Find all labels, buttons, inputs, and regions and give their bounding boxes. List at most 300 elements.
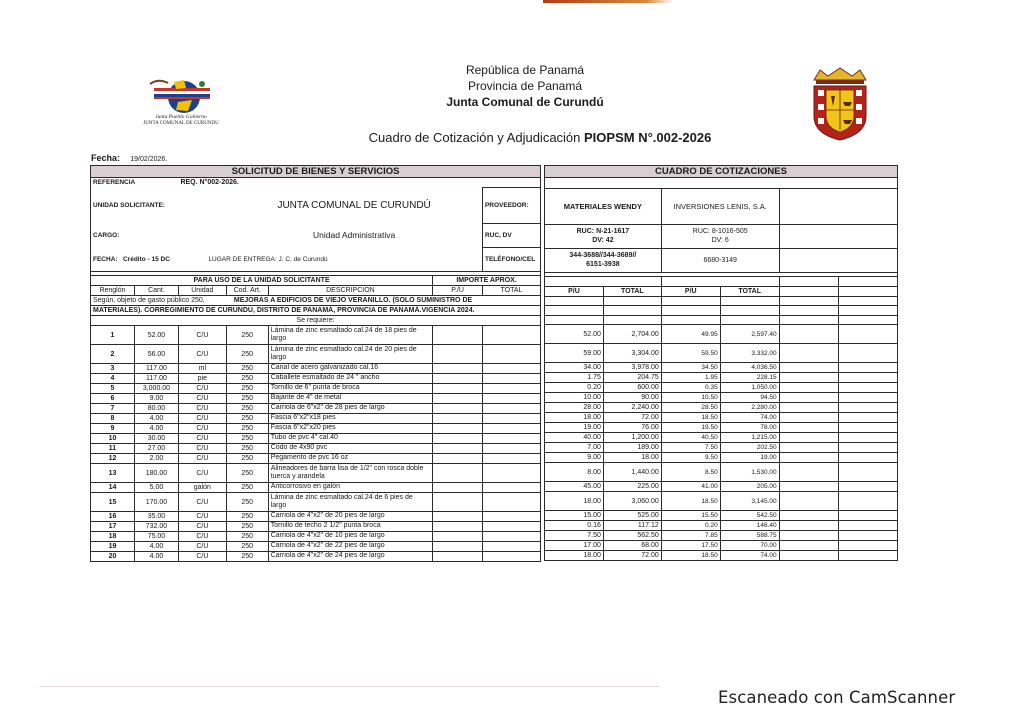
item-importe-pu [433,404,483,414]
col-cod-art: Cod. Art. [226,286,268,296]
item-unidad: C/U [178,542,226,552]
scan-edge-bottom [40,686,660,687]
col-pu-2: P/U [661,286,720,296]
proveedor-3-total [839,423,898,433]
item-unidad: C/U [178,424,226,434]
item-descripcion: Canal de acero galvanizado cal.16 [268,364,432,374]
cotizacion-row [545,383,898,393]
wendy-pu: 18.00 [545,413,604,423]
item-descripcion: Caballete esmaltado de 24 " ancho [268,374,432,384]
proveedor-2-ruc-value: RUC: 8-1016-505 [692,228,748,235]
cotizacion-row [545,453,898,463]
unidad-solicitante-label: UNIDAD SOLICITANTE: [93,202,166,209]
wendy-total: 225.00 [603,482,661,492]
col-pu-1: P/U [545,286,604,296]
item-renglon: 18 [91,532,135,542]
fecha-credito-label: FECHA: [93,255,118,263]
cotizacion-row [545,423,898,433]
proveedor-3-pu [779,325,839,344]
lenis-total: 94.50 [720,393,779,403]
item-row [91,374,541,384]
item-unidad: C/U [178,512,226,522]
item-row [91,404,541,414]
item-importe-total [482,552,540,562]
camscanner-watermark: Escaneado con CamScanner [718,688,956,707]
item-cantidad: 4.00 [134,542,178,552]
lenis-pu: 10.50 [661,393,720,403]
item-descripcion: Fascia 6"x2"x20 pies [268,424,432,434]
lenis-pu: 49.95 [661,325,720,344]
item-cod-art: 250 [226,552,268,562]
item-row [91,483,541,493]
item-row [91,552,541,562]
item-renglon: 16 [91,512,135,522]
item-descripcion: Carriola de 4"x2" de 24 pies de largo [268,552,432,562]
proveedor-3-total [839,463,898,482]
lenis-pu: 0.35 [661,383,720,393]
item-unidad: C/U [178,454,226,464]
proveedor-3-total [839,393,898,403]
lenis-total: 205.00 [720,482,779,492]
item-row [91,434,541,444]
item-importe-pu [433,384,483,394]
wendy-pu: 17.00 [545,541,604,551]
lenis-total: 228.15 [720,373,779,383]
objeto-gasto-line2: MATERIALES). CORREGIMIENTO DE CURUNDÚ, DISTRITO DE PANAMÁ, PROVINCIA DE PANAMÁ.VIGENCIA 2024. [91,306,541,316]
item-importe-pu [433,444,483,454]
wendy-pu: 18.00 [545,492,604,511]
wendy-pu: 40.00 [545,433,604,443]
fecha-credito [91,248,179,272]
proveedor-3-ruc [779,225,897,249]
item-unidad: C/U [178,552,226,562]
item-row [91,522,541,532]
item-row [91,532,541,542]
lenis-pu: 1.95 [661,373,720,383]
solicitud-section-title: SOLICITUD DE BIENES Y SERVICIOS [91,166,541,178]
item-row [91,454,541,464]
proveedor-1-ruc [545,225,662,249]
wendy-total: 1,440.00 [603,463,661,482]
lenis-pu: 0.20 [661,521,720,531]
item-importe-pu [433,364,483,374]
proveedor-2-ruc [661,225,779,249]
item-descripcion: Fascia 6"x2"x18 pies [268,414,432,424]
junta-logo [140,78,222,140]
item-importe-total [482,493,540,512]
wendy-total: 204.75 [603,373,661,383]
lenis-pu: 19.50 [661,423,720,433]
lugar-entrega: LUGAR DE ENTREGA: J. C. de Curundú [208,255,328,263]
item-importe-pu [433,493,483,512]
lenis-total: 3,332.00 [720,344,779,363]
col-pu-3 [779,286,839,296]
cotizacion-row [545,521,898,531]
proveedor-3-pu [779,551,839,561]
item-cod-art: 250 [226,364,268,374]
item-unidad: ml [178,364,226,374]
proveedor-3-pu [779,541,839,551]
item-descripcion: Lámina de zinc esmaltado cal.24 de 20 pies de largo [268,345,432,364]
proveedor-3-total [839,531,898,541]
item-importe-pu [433,414,483,424]
cotizaciones-table [544,165,898,561]
proveedor-3-total [839,325,898,344]
title-prefix: Cuadro de Cotización y Adjudicación [368,130,585,145]
item-descripcion: Tubo de pvc 4" cal.40 [268,434,432,444]
wendy-total: 72.00 [603,413,661,423]
proveedor-3-total [839,453,898,463]
item-unidad: C/U [178,404,226,414]
cotizacion-row [545,403,898,413]
lenis-pu: 7.50 [661,443,720,453]
wendy-total: 562.50 [603,531,661,541]
wendy-pu: 8.00 [545,463,604,482]
item-cantidad: 30.00 [134,434,178,444]
lenis-total: 542.50 [720,511,779,521]
lenis-total: 2,597.40 [720,325,779,344]
proveedor-3-total [839,373,898,383]
lenis-total: 2,280.00 [720,403,779,413]
item-row [91,424,541,434]
item-cod-art: 250 [226,512,268,522]
col-pu: P./U [433,286,483,296]
item-importe-pu [433,394,483,404]
item-cantidad: 52.00 [134,326,178,345]
lenis-total: 1,215.00 [720,433,779,443]
item-cod-art: 250 [226,404,268,414]
proveedor-3-pu [779,383,839,393]
title-code: PIOPSM N°.002-2026 [584,130,712,145]
objeto-gasto-title: MEJORAS A EDIFICIOS DE VIEJO VERANILLO. (SOLO SUMINISTRO DE [233,297,473,304]
cotizaciones-section-title: CUADRO DE COTIZACIONES [545,166,898,178]
item-importe-total [482,532,540,542]
item-descripcion: Carriola de 4"x2" de 22 pies de largo [268,542,432,552]
proveedor-3-name [779,189,897,225]
proveedor-3-total [839,363,898,373]
col-cant: Cant. [134,286,178,296]
lenis-pu: 18.50 [661,492,720,511]
proveedor-1-name: MATERIALES WENDY [545,189,662,225]
item-importe-total [482,404,540,414]
item-unidad: C/U [178,326,226,345]
item-cantidad: 4.00 [134,552,178,562]
lenis-pu: 17.50 [661,541,720,551]
cotizacion-row [545,511,898,521]
item-importe-total [482,512,540,522]
coat-of-arms-icon [806,66,874,142]
cotizacion-row [545,433,898,443]
wendy-total: 90.00 [603,393,661,403]
wendy-pu: 59.00 [545,344,604,363]
lenis-total: 70.00 [720,541,779,551]
item-cod-art: 250 [226,384,268,394]
cotizacion-row [545,363,898,373]
wendy-pu: 45.00 [545,482,604,492]
item-descripcion: Lámina de zinc esmaltado cal.24 de 18 pies de largo [268,326,432,345]
lenis-total: 3,145.00 [720,492,779,511]
col-total-1: TOTAL [603,286,661,296]
wendy-pu: 7.50 [545,531,604,541]
objeto-gasto-label: Según, objeto de gasto público 250, [93,297,205,304]
proveedor-3-total [839,482,898,492]
item-importe-pu [433,532,483,542]
proveedor-2-telefono: 6680-3149 [661,249,779,273]
header-provincia: Provincia de Panamá [467,79,583,93]
item-unidad: pie [178,374,226,384]
item-importe-pu [433,434,483,444]
wendy-total: 525.00 [603,511,661,521]
lenis-total: 588.75 [720,531,779,541]
item-descripcion: Carriola de 4"x2" de 20 pies de largo [268,512,432,522]
item-cod-art: 250 [226,345,268,364]
lenis-pu: 7.85 [661,531,720,541]
item-descripcion: Codo de 4x90 pvc [268,444,432,454]
wendy-total: 3,978.00 [603,363,661,373]
proveedor-3-total [839,413,898,423]
item-importe-pu [433,424,483,434]
item-row [91,542,541,552]
item-importe-total [482,483,540,493]
solicitud-table [90,165,541,562]
lenis-total: 78.00 [720,423,779,433]
item-cod-art: 250 [226,542,268,552]
item-importe-total [482,542,540,552]
col-renglon: Renglón [91,286,135,296]
item-cantidad: 80.00 [134,404,178,414]
lenis-pu: 41.00 [661,482,720,492]
wendy-pu: 10.00 [545,393,604,403]
item-cantidad: 2.00 [134,454,178,464]
item-importe-total [482,374,540,384]
wendy-pu: 9.00 [545,453,604,463]
item-importe-pu [433,522,483,532]
fecha-value: 19/02/2026. [130,156,168,163]
lenis-total: 146.40 [720,521,779,531]
cotizacion-column-headers [545,286,898,296]
importe-aprox-label: IMPORTE APROX. [433,276,541,286]
cotizacion-row [545,531,898,541]
item-cantidad: 732.00 [134,522,178,532]
lenis-pu: 40.50 [661,433,720,443]
proveedor-3-pu [779,344,839,363]
item-row [91,512,541,522]
lenis-total: 4,036.50 [720,363,779,373]
item-importe-total [482,464,540,483]
lenis-total: 19.00 [720,453,779,463]
item-cod-art: 250 [226,424,268,434]
item-cod-art: 250 [226,326,268,345]
item-cod-art: 250 [226,454,268,464]
document-header [380,62,670,110]
item-renglon: 2 [91,345,135,364]
item-renglon: 14 [91,483,135,493]
item-row [91,464,541,483]
referencia-label: REFERENCIA [93,179,136,187]
wendy-total: 2,240.00 [603,403,661,413]
wendy-pu: 0.16 [545,521,604,531]
logo-motto: Junta Pueblo Gobierno [155,114,207,120]
wendy-total: 117.12 [603,521,661,531]
cargo-value: Unidad Administrativa [313,230,396,240]
item-cantidad: 180.00 [134,464,178,483]
cotizacion-row [545,393,898,403]
wendy-total: 76.00 [603,423,661,433]
proveedor-3-pu [779,531,839,541]
item-renglon: 12 [91,454,135,464]
proveedor-2-name: INVERSIONES LENIS, S.A. [661,189,779,225]
telefono-label: TELÉFONO/CEL [482,248,540,272]
proveedor-3-telefono [779,249,897,273]
item-importe-pu [433,454,483,464]
item-unidad: C/U [178,434,226,444]
item-unidad: C/U [178,414,226,424]
lenis-pu: 34.50 [661,363,720,373]
item-descripcion: Carriola de 6"x2" de 28 pies de largo [268,404,432,414]
item-cod-art: 250 [226,483,268,493]
lenis-pu: 18.50 [661,551,720,561]
fecha-line [91,153,167,163]
proveedor-1-ruc-value: RUC: N-21-1617 [576,228,630,235]
lenis-total: 74.00 [720,551,779,561]
item-cantidad: 5.00 [134,483,178,493]
proveedor-3-pu [779,521,839,531]
item-cod-art: 250 [226,444,268,454]
item-cantidad: 56.00 [134,345,178,364]
cotizacion-row [545,413,898,423]
cargo-label: CARGO: [93,232,120,239]
item-renglon: 10 [91,434,135,444]
item-descripcion: Lámina de zinc esmaltado cal.24 de 6 pies de largo [268,493,432,512]
item-cantidad: 35.00 [134,512,178,522]
item-renglon: 15 [91,493,135,512]
item-cantidad: 75.00 [134,532,178,542]
header-junta: Junta Comunal de Curundú [446,95,604,109]
wendy-total: 189.00 [603,443,661,453]
lenis-pu: 8.50 [661,463,720,482]
fecha-label: Fecha: [91,153,121,163]
proveedor-3-pu [779,453,839,463]
item-unidad: C/U [178,522,226,532]
item-row [91,444,541,454]
item-cantidad: 4.00 [134,424,178,434]
item-importe-total [482,384,540,394]
item-descripcion: Tornillo de techo 2 1/2" punta broca [268,522,432,532]
item-descripcion: Tornillo de 6" punta de broca [268,384,432,394]
item-importe-pu [433,542,483,552]
wendy-pu: 15.00 [545,511,604,521]
proveedor-3-total [839,403,898,413]
item-importe-total [482,522,540,532]
proveedor-3-total [839,492,898,511]
item-unidad: galón [178,483,226,493]
cotizacion-row [545,541,898,551]
item-importe-pu [433,326,483,345]
item-importe-pu [433,464,483,483]
proveedor-label: PROVEEDOR: [482,188,540,224]
wendy-pu: 18.00 [545,551,604,561]
lenis-total: 1,050.00 [720,383,779,393]
item-cod-art: 250 [226,532,268,542]
col-total: TOTAL [482,286,540,296]
item-unidad: C/U [178,394,226,404]
item-descripcion: Pegamento de pvc 16 oz [268,454,432,464]
item-row [91,326,541,345]
junta-comunal-logo-icon [140,78,222,116]
proveedor-1-telefono-1: 344-3688//344-3689// [569,252,637,259]
item-row [91,414,541,424]
proveedor-3-total [839,511,898,521]
item-cantidad: 3,000.00 [134,384,178,394]
proveedor-3-total [839,433,898,443]
column-headers [91,286,541,296]
item-cod-art: 250 [226,414,268,424]
proveedor-3-pu [779,463,839,482]
item-cod-art: 250 [226,394,268,404]
item-importe-pu [433,374,483,384]
item-importe-total [482,414,540,424]
item-row [91,364,541,374]
item-cod-art: 250 [226,522,268,532]
unidad-solicitante-value: JUNTA COMUNAL DE CURUNDÚ [277,200,431,211]
cotizacion-row [545,443,898,453]
proveedor-3-pu [779,443,839,453]
item-row [91,384,541,394]
wendy-total: 68.00 [603,541,661,551]
wendy-total: 72.00 [603,551,661,561]
cotizacion-row [545,373,898,383]
item-row [91,345,541,364]
proveedor-3-total [839,541,898,551]
item-renglon: 20 [91,552,135,562]
wendy-total: 600.00 [603,383,661,393]
lenis-pu: 18.50 [661,413,720,423]
lenis-pu: 59.50 [661,344,720,363]
header-republica: República de Panamá [465,63,585,77]
item-cantidad: 9.00 [134,394,178,404]
item-renglon: 13 [91,464,135,483]
lenis-total: 1,530.00 [720,463,779,482]
item-renglon: 6 [91,394,135,404]
wendy-pu: 52.00 [545,325,604,344]
objeto-gasto-line1 [91,296,541,306]
wendy-total: 3,060.00 [603,492,661,511]
proveedor-3-pu [779,492,839,511]
cotizacion-row [545,551,898,561]
item-importe-pu [433,345,483,364]
lenis-total: 202.50 [720,443,779,453]
lenis-pu: 15.50 [661,511,720,521]
item-row [91,493,541,512]
item-cod-art: 250 [226,434,268,444]
wendy-pu: 0.20 [545,383,604,393]
proveedor-3-total [839,551,898,561]
cotizacion-row [545,482,898,492]
col-descripcion: DESCRIPCION [268,286,432,296]
cotizacion-row [545,463,898,482]
proveedor-3-total [839,383,898,393]
item-renglon: 9 [91,424,135,434]
item-renglon: 5 [91,384,135,394]
proveedor-3-pu [779,403,839,413]
item-unidad: C/U [178,345,226,364]
item-importe-pu [433,483,483,493]
item-cantidad: 117.00 [134,374,178,384]
proveedor-1-dv-value: DV: 42 [592,236,614,244]
item-cantidad: 27.00 [134,444,178,454]
lenis-total: 74.00 [720,413,779,423]
item-cantidad: 117.00 [134,364,178,374]
